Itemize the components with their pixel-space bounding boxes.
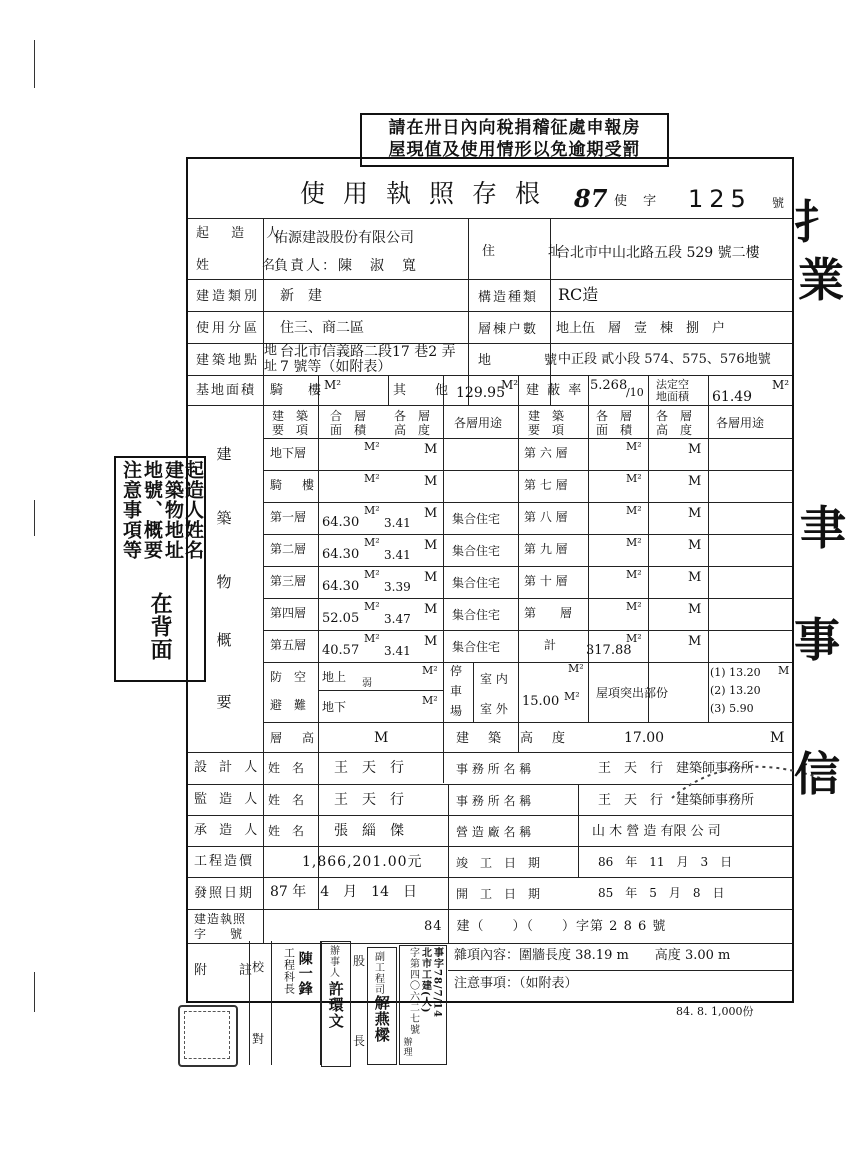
floor-row-height-unit: M <box>688 506 702 521</box>
overview-header-use-right: 各層用途 <box>716 416 765 430</box>
floor-row-item: 第一層 <box>270 510 307 524</box>
form-title: 使用執照存根 <box>300 179 559 208</box>
floor-row-height-unit: M <box>424 442 438 457</box>
floor-row-area: 40.57 <box>322 643 360 658</box>
structure-value: RC造 <box>558 285 599 304</box>
signature-cell-d-top: 股 <box>353 954 366 968</box>
permit-char-label: 使 字 <box>614 194 663 209</box>
signature-cell-f-line: 北市工建(人) <box>419 947 431 1014</box>
overview-header-area-right: 各 層 面 積 <box>596 409 633 437</box>
floor-row-height-unit: M <box>424 570 438 585</box>
parking-indoor-unit: M² <box>568 662 584 675</box>
overview-header-use: 各層用途 <box>454 416 503 430</box>
open-space-label-2: 地面積 <box>656 390 689 403</box>
roof-projection-label: 屋項突出部份 <box>596 686 669 700</box>
floor-row-height-unit: M <box>424 506 438 521</box>
overview-side-char: 築 <box>216 509 232 527</box>
floor-row-item: 第三層 <box>270 574 307 588</box>
floor-row-height-unit: M <box>688 602 702 617</box>
print-code: 84. 8. 1,000份 <box>676 1005 754 1018</box>
signature-cell-c-title: 辦事人 <box>327 945 339 978</box>
floor-row-item-right: 第 十 層 <box>524 574 568 588</box>
floor-row-area: 64.30 <box>322 515 360 530</box>
punch-mark <box>34 500 35 536</box>
floor-row-item: 第二層 <box>270 542 307 556</box>
floor-row-area-unit: M² <box>626 632 642 645</box>
floor-row-area-unit: M² <box>364 632 380 645</box>
designer-name-label: 姓 名 <box>268 761 305 775</box>
floor-row-height-unit: M <box>424 538 438 553</box>
floor-row-area: 64.30 <box>322 579 360 594</box>
misc-work-note: 雜項內容：圍牆長度 38.19 m 高度 3.00 m <box>454 948 731 963</box>
overview-side-char: 建 <box>216 445 232 463</box>
floor-row-height-unit: M <box>688 474 702 489</box>
floor-row-item: 第四層 <box>270 606 307 620</box>
floors-units-label: 層棟户數 <box>478 322 539 337</box>
notes-label: 附 註 <box>194 963 255 978</box>
supervisor-office: 王 天 行 建築師事務所 <box>598 793 755 808</box>
edge-fragment: 扌 <box>794 195 840 249</box>
signature-cell-c-name: 許環文 <box>326 981 345 1029</box>
parking-label-char: 車 <box>450 684 463 698</box>
location-address-line-2: 7 號等（如附表） <box>280 359 392 375</box>
floor-row-height: 3.41 <box>384 548 411 562</box>
side-box-col-4: 注意事項等 <box>119 460 142 560</box>
permit-stub-form <box>186 157 794 1003</box>
roof-item: (1) 13.20 <box>710 666 761 679</box>
year-mark: 87 <box>574 184 608 213</box>
edge-fragment: 聿 <box>800 501 846 555</box>
supervisor-office-label: 事 務 所 名 稱 <box>456 794 532 808</box>
other-area-unit: M² <box>501 378 519 392</box>
floor-row-use: 集合住宅 <box>452 576 501 590</box>
site-area-label: 基地面積 <box>196 383 257 398</box>
start-date-label: 開 工 日 期 <box>456 887 541 901</box>
floor-row-area-unit: M² <box>626 472 642 485</box>
lot-value: 中正段 貳小段 574、575、576地號 <box>558 352 771 367</box>
lot-label: 地 號 <box>478 353 567 368</box>
signature-cell-f-line: 字第四〇六二七號 <box>407 947 419 1035</box>
contractor-label: 承 造 人 <box>194 823 262 838</box>
building-type-label: 建造類別 <box>196 289 261 304</box>
side-box-col-1: 起造人姓名 <box>181 460 204 560</box>
cost-label: 工程造價 <box>194 854 255 869</box>
location-label: 建築地點 <box>196 353 261 368</box>
parking-indoor-label: 室 内 <box>480 672 508 686</box>
floor-height-unit: M <box>374 730 389 746</box>
cost-value: 1,866,201.00元 <box>302 854 423 870</box>
floor-row-height: 3.39 <box>384 580 411 594</box>
designer-office: 王 天 行 建築師事務所 <box>598 761 755 776</box>
signature-cell-b-name: 陳一鋒 <box>296 951 313 996</box>
shelter-above-unit: M² <box>422 664 438 677</box>
edge-fragment: 信 <box>794 747 840 801</box>
other-area-label: 其 他 <box>393 383 457 398</box>
shelter-above-mark: 弱 <box>362 678 372 689</box>
floor-row-height-unit: M <box>424 634 438 649</box>
applicant-company: 佑源建設股份有限公司 <box>274 230 414 246</box>
tax-notice-line-1: 請在卅日內向稅捐稽征處申報房 <box>388 118 641 138</box>
punch-mark <box>34 972 35 1012</box>
floor-row-height: 3.41 <box>384 644 411 658</box>
building-type-value: 新 建 <box>280 288 322 304</box>
address-label: 住 址 <box>482 244 571 259</box>
edge-fragment: 業 <box>798 253 844 307</box>
contractor-firm-label: 營 造 廠 名 稱 <box>456 825 532 839</box>
use-zone-value: 住三、商二區 <box>280 320 364 336</box>
floor-row-height: 3.41 <box>384 516 411 530</box>
floor-row-height-unit: M <box>424 602 438 617</box>
issue-date-label: 發照日期 <box>194 886 255 901</box>
parking-outdoor-label: 室 外 <box>480 702 508 716</box>
building-height-label: 建 築 高 度 <box>456 731 569 746</box>
construction-permit-number: 84 建（ ）（ ）字第 2 8 6 號 <box>424 919 667 934</box>
applicant-name-label: 姓 名 <box>196 258 285 273</box>
use-zone-label: 使用分區 <box>196 321 261 336</box>
building-height-unit: M <box>770 730 785 746</box>
permit-number: 125 <box>688 185 752 213</box>
total-area: 317.88 <box>586 643 632 658</box>
tax-notice-line-2: 屋現值及使用情形以免逾期受罰 <box>388 140 641 160</box>
total-row-label: 計 <box>544 638 557 652</box>
signature-cell-a-bottom: 對 <box>252 1032 265 1046</box>
applicant-representative: 負責人：陳 淑 寬 <box>274 258 418 274</box>
floor-row-item-right: 第 七 層 <box>524 478 568 492</box>
coverage-label: 建 蔽 率 <box>526 383 584 398</box>
floor-row-area-unit: M² <box>364 472 380 485</box>
open-space-unit: M² <box>772 378 790 392</box>
overview-side-char: 物 <box>216 573 232 591</box>
parking-label-char: 場 <box>450 704 463 718</box>
official-seal <box>178 1005 238 1067</box>
floor-row-area-unit: M² <box>364 536 380 549</box>
contractor-name-label: 姓 名 <box>268 824 305 838</box>
floor-row-item-right: 第 九 層 <box>524 542 568 556</box>
overview-header-height: 各 層 高 度 <box>394 409 431 437</box>
floor-row-height-unit: M <box>688 570 702 585</box>
roof-item: (3) 5.90 <box>710 702 754 715</box>
contractor-firm: 山 木 營 造 有限 公 司 <box>592 824 721 839</box>
designer-name: 王 天 行 <box>334 760 404 776</box>
floor-row-height-unit: M <box>688 634 702 649</box>
shelter-below-unit: M² <box>422 694 438 707</box>
signature-area <box>249 941 451 1065</box>
building-height-value: 17.00 <box>624 730 665 746</box>
construction-permit-label-2: 字 號 <box>194 927 243 941</box>
overview-header-area: 合 層 面 積 <box>330 409 367 437</box>
open-space-value: 61.49 <box>712 389 753 405</box>
supervisor-name-label: 姓 名 <box>268 793 305 807</box>
floor-row-item: 騎 樓 <box>270 478 319 492</box>
back-side-notice-box <box>114 456 206 682</box>
overview-side-char: 概 <box>216 631 232 649</box>
floors-units-value: 地上伍 層 壹 棟 捌 户 <box>556 321 726 336</box>
floor-row-height-unit: M <box>688 442 702 457</box>
shelter-label-1: 防 空 <box>270 670 307 684</box>
floor-row-height-unit: M <box>688 538 702 553</box>
designer-label: 設 計 人 <box>194 760 262 775</box>
side-box-col-2: 建築物地址 <box>161 460 184 560</box>
floor-row-item-right: 第 八 層 <box>524 510 568 524</box>
overview-header-item-right: 建 築 要 項 <box>528 409 565 437</box>
overview-header-item: 建 築 要 項 <box>272 409 309 437</box>
punch-mark <box>34 40 35 88</box>
contractor-name: 張 緇 傑 <box>334 823 404 839</box>
floor-height-label: 層 高 <box>270 731 319 745</box>
signature-cell-d-bottom: 長 <box>353 1034 366 1048</box>
completion-label: 竣 工 日 期 <box>456 856 541 870</box>
floor-row-height: 3.47 <box>384 612 411 626</box>
side-box-col-3: 地號、概要 <box>140 460 163 560</box>
applicant-address: 台北市中山北路五段 529 號二樓 <box>556 245 760 261</box>
permit-number-suffix: 號 <box>772 196 785 210</box>
floor-row-area-unit: M² <box>626 536 642 549</box>
floor-row-use: 集合住宅 <box>452 640 501 654</box>
floor-row-item: 第五層 <box>270 638 307 652</box>
floor-row-area: 52.05 <box>322 611 360 626</box>
arcade-unit: M² <box>324 378 342 392</box>
signature-cell-f-line: 辦理 <box>401 1037 412 1057</box>
signature-cell-b <box>271 941 321 1065</box>
floor-row-area-unit: M² <box>626 504 642 517</box>
supervisor-name: 王 天 行 <box>334 792 404 808</box>
floor-row-item: 地下層 <box>270 446 307 460</box>
floor-row-height-unit: M <box>424 474 438 489</box>
location-side-label-1: 地 <box>264 343 278 358</box>
location-side-label-2: 址 <box>264 359 278 374</box>
arcade-label: 騎 樓 <box>270 383 328 398</box>
floor-row-area-unit: M² <box>364 600 380 613</box>
edge-fragment: 事 <box>794 613 840 667</box>
applicant-label: 起 造 人 <box>196 226 289 241</box>
floor-row-use: 集合住宅 <box>452 608 501 622</box>
supervisor-label: 監 造 人 <box>194 792 262 807</box>
shelter-above-label: 地上 <box>322 670 347 684</box>
parking-outdoor-value: 15.00 <box>522 694 560 709</box>
roof-item: (2) 13.20 <box>710 684 761 697</box>
location-address-line-1: 台北市信義路二段17 巷2 弄 <box>280 344 456 360</box>
floor-row-area-unit: M² <box>626 440 642 453</box>
construction-permit-label-1: 建造執照 <box>194 912 247 926</box>
side-box-bottom: 在背面 <box>147 592 174 661</box>
signature-cell-a-top: 校 <box>252 960 265 974</box>
designer-office-label: 事 務 所 名 稱 <box>456 762 532 776</box>
overview-header-height-right: 各 層 高 度 <box>656 409 693 437</box>
shelter-below-label: 地下 <box>322 700 347 714</box>
parking-outdoor-unit: M² <box>564 690 580 703</box>
start-date: 85 年 5 月 8 日 <box>598 886 725 900</box>
floor-row-area: 64.30 <box>322 547 360 562</box>
coverage-denominator: /10 <box>626 386 644 399</box>
completion-date: 86 年 11 月 3 日 <box>598 855 733 869</box>
other-area-value: 129.95 <box>456 385 505 401</box>
parking-label-char: 停 <box>450 664 463 678</box>
structure-label: 構造種類 <box>478 290 539 305</box>
floor-row-area-unit: M² <box>626 600 642 613</box>
floor-row-use: 集合住宅 <box>452 512 501 526</box>
signature-cell-b-title: 工程科長 <box>282 947 296 995</box>
floor-row-area-unit: M² <box>626 568 642 581</box>
floor-row-area-unit: M² <box>364 568 380 581</box>
issue-date: 87 年 4 月 14 日 <box>270 884 417 900</box>
signature-cell-e-title: 副工程司 <box>372 951 384 995</box>
coverage-value: 5.268 <box>590 378 628 393</box>
signature-cell-f-line: 事字78/7/14 <box>431 947 443 1019</box>
overview-side-char: 要 <box>216 693 232 711</box>
floor-row-item-right: 第 層 <box>524 606 573 620</box>
floor-row-item-right: 第 六 層 <box>524 446 568 460</box>
shelter-label-2: 避 難 <box>270 698 307 712</box>
signature-cell-e-name: 解燕樑 <box>372 995 391 1043</box>
floor-row-area-unit: M² <box>364 504 380 517</box>
open-space-label-1: 法定空 <box>656 378 689 391</box>
floor-row-use: 集合住宅 <box>452 544 501 558</box>
caution-note: 注意事項：（如附表） <box>454 976 578 991</box>
floor-row-area-unit: M² <box>364 440 380 453</box>
roof-unit: M <box>778 664 790 677</box>
